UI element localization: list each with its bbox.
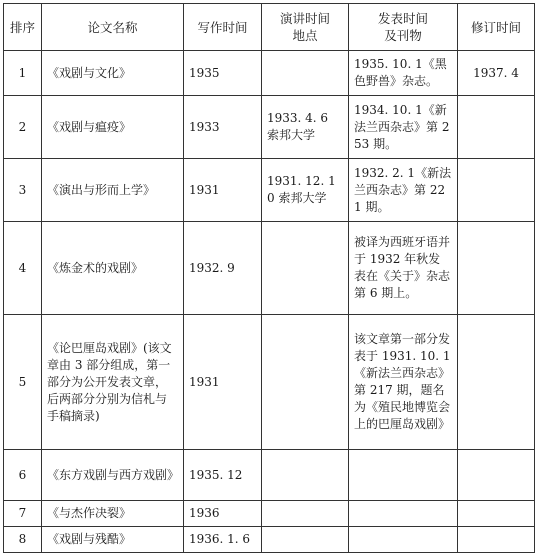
cell-lecture — [262, 222, 349, 315]
cell-lecture: 1933. 4. 6 索邦大学 — [262, 96, 349, 159]
cell-revised — [458, 222, 535, 315]
cell-lecture — [262, 501, 349, 527]
cell-published — [349, 527, 458, 553]
cell-lecture — [262, 450, 349, 501]
cell-published — [349, 450, 458, 501]
table-row — [4, 96, 535, 159]
cell-published: 该文章第一部分发表于 1931. 10. 1《新法兰西杂志》第 217 期，题名为《殖民地博览会上的巴厘岛戏剧》 — [349, 315, 458, 450]
header-title: 论文名称 — [42, 4, 184, 51]
cell-written: 1932. 9 — [184, 222, 262, 315]
cell-written: 1931 — [184, 159, 262, 222]
cell-title: 《与杰作决裂》 — [42, 501, 184, 527]
header-num: 排序 — [4, 4, 42, 51]
cell-written: 1936. 1. 6 — [184, 527, 262, 553]
cell-lecture — [262, 51, 349, 96]
cell-published — [349, 501, 458, 527]
table-row — [4, 501, 535, 527]
cell-published: 1934. 10. 1《新法兰西杂志》第 253 期。 — [349, 96, 458, 159]
cell-num: 1 — [4, 51, 42, 96]
header-revised: 修订时间 — [458, 4, 535, 51]
cell-revised: 1937. 4 — [458, 51, 535, 96]
cell-num: 7 — [4, 501, 42, 527]
cell-published: 1935. 10. 1《黑色野兽》杂志。 — [349, 51, 458, 96]
cell-written: 1936 — [184, 501, 262, 527]
cell-title: 《东方戏剧与西方戏剧》 — [42, 450, 184, 501]
cell-written: 1931 — [184, 315, 262, 450]
cell-title: 《戏剧与文化》 — [42, 51, 184, 96]
table-row — [4, 527, 535, 553]
cell-num: 6 — [4, 450, 42, 501]
table-row — [4, 159, 535, 222]
cell-title: 《演出与形而上学》 — [42, 159, 184, 222]
cell-revised — [458, 527, 535, 553]
cell-lecture — [262, 315, 349, 450]
cell-num: 4 — [4, 222, 42, 315]
table-row — [4, 315, 535, 450]
cell-published: 被译为西班牙语并于 1932 年秋发表在《关于》杂志第 6 期上。 — [349, 222, 458, 315]
cell-written: 1935. 12 — [184, 450, 262, 501]
cell-lecture — [262, 527, 349, 553]
cell-revised — [458, 315, 535, 450]
header-lecture: 演讲时间 地点 — [262, 4, 349, 51]
cell-num: 3 — [4, 159, 42, 222]
cell-revised — [458, 96, 535, 159]
cell-revised — [458, 159, 535, 222]
cell-lecture: 1931. 12. 10 索邦大学 — [262, 159, 349, 222]
cell-revised — [458, 501, 535, 527]
cell-written: 1935 — [184, 51, 262, 96]
cell-title: 《炼金术的戏剧》 — [42, 222, 184, 315]
cell-written: 1933 — [184, 96, 262, 159]
essay-table — [3, 3, 535, 553]
cell-num: 8 — [4, 527, 42, 553]
header-row — [4, 4, 535, 51]
table-row — [4, 222, 535, 315]
cell-title: 《戏剧与瘟疫》 — [42, 96, 184, 159]
table-row — [4, 51, 535, 96]
cell-num: 5 — [4, 315, 42, 450]
header-published: 发表时间 及刊物 — [349, 4, 458, 51]
cell-num: 2 — [4, 96, 42, 159]
table-row — [4, 450, 535, 501]
header-written: 写作时间 — [184, 4, 262, 51]
cell-title: 《论巴厘岛戏剧》(该文章由 3 部分组成，第一部分为公开发表文章，后两部分分别为信札与手稿摘录) — [42, 315, 184, 450]
cell-title: 《戏剧与残酷》 — [42, 527, 184, 553]
cell-published: 1932. 2. 1《新法兰西杂志》第 221 期。 — [349, 159, 458, 222]
cell-revised — [458, 450, 535, 501]
